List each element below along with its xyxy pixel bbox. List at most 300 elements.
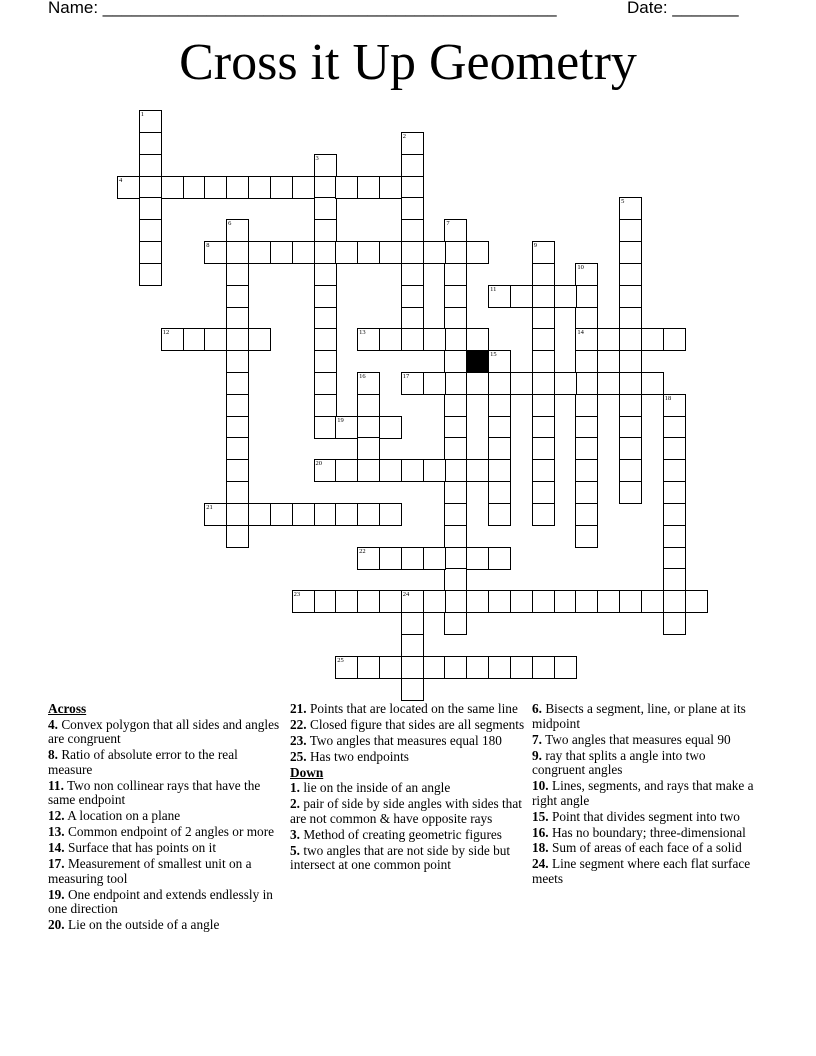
grid-cell[interactable] — [554, 590, 577, 613]
grid-cell[interactable] — [226, 394, 249, 417]
grid-cell[interactable] — [466, 547, 489, 570]
grid-cell[interactable] — [401, 219, 424, 242]
grid-cell[interactable] — [663, 568, 686, 591]
grid-cell[interactable] — [379, 241, 402, 264]
grid-cell[interactable] — [226, 328, 249, 351]
grid-cell[interactable] — [226, 525, 249, 548]
grid-cell[interactable] — [575, 372, 598, 395]
grid-cell[interactable] — [597, 590, 620, 613]
grid-cell[interactable] — [444, 568, 467, 591]
cell-number: 5 — [621, 198, 625, 206]
clue-text: Lines, segments, and rays that make a right angle — [532, 778, 754, 808]
clue-number: 12. — [48, 808, 65, 824]
cell-number: 18 — [664, 394, 672, 402]
grid-cell[interactable] — [357, 416, 380, 439]
grid-cell[interactable] — [444, 437, 467, 460]
clue-number: 22. — [290, 717, 307, 733]
grid-cell[interactable] — [292, 590, 315, 613]
cell-number: 24 — [402, 591, 410, 599]
grid-cell[interactable] — [314, 350, 337, 373]
grid-cell[interactable] — [314, 459, 337, 482]
grid-cell[interactable] — [226, 503, 249, 526]
grid-cell[interactable] — [575, 307, 598, 330]
clue-across-21 — [290, 702, 530, 717]
clue-down-3 — [290, 828, 530, 843]
grid-cell[interactable] — [619, 219, 642, 242]
grid-cell[interactable] — [619, 372, 642, 395]
grid-cell[interactable] — [226, 307, 249, 330]
grid-cell[interactable] — [444, 307, 467, 330]
grid-cell[interactable] — [619, 350, 642, 373]
grid-cell[interactable] — [532, 350, 555, 373]
grid-block — [466, 350, 489, 373]
cell-number: 22 — [359, 547, 366, 555]
grid-cell[interactable] — [139, 241, 162, 264]
grid-cell[interactable] — [488, 285, 511, 308]
grid-cell[interactable] — [226, 481, 249, 504]
grid-cell[interactable] — [444, 350, 467, 373]
grid-cell[interactable] — [357, 176, 380, 199]
grid-cell[interactable] — [532, 590, 555, 613]
grid-cell[interactable] — [204, 328, 227, 351]
grid-cell[interactable] — [532, 241, 555, 264]
grid-cell[interactable] — [226, 285, 249, 308]
grid-cell[interactable] — [619, 437, 642, 460]
grid-cell[interactable] — [357, 394, 380, 417]
cell-number: 4 — [119, 176, 123, 184]
clue-text: Surface that has points on it — [67, 840, 217, 856]
clue-text: Ratio of absolute error to the real measure — [48, 747, 238, 777]
grid-cell[interactable] — [161, 176, 184, 199]
grid-cell[interactable] — [161, 328, 184, 351]
grid-cell[interactable] — [554, 372, 577, 395]
grid-cell[interactable] — [183, 328, 206, 351]
grid-cell[interactable] — [401, 612, 424, 635]
grid-cell[interactable] — [466, 590, 489, 613]
clue-across-14 — [48, 841, 280, 856]
grid-cell[interactable] — [401, 547, 424, 570]
grid-cell[interactable] — [204, 503, 227, 526]
grid-cell[interactable] — [641, 372, 664, 395]
grid-cell[interactable] — [248, 503, 271, 526]
grid-cell[interactable] — [314, 416, 337, 439]
grid-cell[interactable] — [226, 263, 249, 286]
clue-across-19 — [48, 888, 280, 917]
clue-text: Measurement of smallest unit on a measuring tool — [48, 856, 252, 886]
grid-cell[interactable] — [488, 416, 511, 439]
grid-cell[interactable] — [532, 459, 555, 482]
grid-cell[interactable] — [314, 590, 337, 613]
grid-cell[interactable] — [335, 176, 358, 199]
grid-cell[interactable] — [423, 547, 446, 570]
grid-cell[interactable] — [204, 176, 227, 199]
grid-cell[interactable] — [292, 503, 315, 526]
grid-cell[interactable] — [357, 437, 380, 460]
grid-cell[interactable] — [226, 459, 249, 482]
grid-cell[interactable] — [444, 241, 467, 264]
grid-cell[interactable] — [139, 110, 162, 133]
grid-cell[interactable] — [314, 307, 337, 330]
grid-cell[interactable] — [226, 219, 249, 242]
clue-number: 9. — [532, 747, 542, 763]
grid-cell[interactable] — [357, 503, 380, 526]
grid-cell[interactable] — [619, 263, 642, 286]
grid-cell[interactable] — [314, 197, 337, 220]
grid-cell[interactable] — [532, 263, 555, 286]
clue-across-4 — [48, 718, 280, 747]
date-field[interactable]: Date: _______ — [627, 0, 739, 17]
grid-cell[interactable] — [532, 437, 555, 460]
clue-text: Two non collinear rays that have the same endpoint — [48, 777, 261, 808]
grid-cell[interactable] — [619, 285, 642, 308]
clue-number: 24. — [532, 856, 549, 872]
clue-number: 19. — [48, 886, 65, 902]
grid-cell[interactable] — [663, 459, 686, 482]
clue-down-5 — [290, 844, 530, 873]
clue-column-1 — [48, 701, 280, 933]
grid-cell[interactable] — [554, 656, 577, 679]
grid-cell[interactable] — [139, 197, 162, 220]
cell-number: 13 — [359, 329, 366, 337]
grid-cell[interactable] — [685, 590, 708, 613]
grid-cell[interactable] — [488, 437, 511, 460]
grid-cell[interactable] — [314, 241, 337, 264]
grid-cell[interactable] — [532, 416, 555, 439]
cell-number: 23 — [293, 591, 301, 599]
grid-cell[interactable] — [619, 328, 642, 351]
grid-cell[interactable] — [379, 416, 402, 439]
grid-cell[interactable] — [510, 656, 533, 679]
grid-cell[interactable] — [270, 503, 293, 526]
grid-cell[interactable] — [488, 394, 511, 417]
grid-cell[interactable] — [314, 263, 337, 286]
grid-cell[interactable] — [357, 656, 380, 679]
grid-cell[interactable] — [379, 503, 402, 526]
grid-cell[interactable] — [444, 394, 467, 417]
grid-cell[interactable] — [248, 176, 271, 199]
grid-cell[interactable] — [444, 612, 467, 635]
clue-text: Method of creating geometric figures — [303, 826, 502, 842]
grid-cell[interactable] — [423, 590, 446, 613]
grid-cell[interactable] — [532, 503, 555, 526]
grid-cell[interactable] — [226, 176, 249, 199]
grid-cell[interactable] — [663, 612, 686, 635]
grid-cell[interactable] — [292, 241, 315, 264]
clue-text: Has no boundary; three-dimensional — [551, 824, 746, 840]
grid-cell[interactable] — [444, 328, 467, 351]
grid-cell[interactable] — [423, 241, 446, 264]
grid-cell[interactable] — [663, 437, 686, 460]
grid-cell[interactable] — [510, 590, 533, 613]
grid-cell[interactable] — [314, 154, 337, 177]
clue-number: 14. — [48, 840, 65, 856]
clue-down-24 — [532, 857, 760, 886]
grid-cell[interactable] — [335, 590, 358, 613]
clue-text: Sum of areas of each face of a solid — [551, 840, 742, 856]
grid-cell[interactable] — [204, 241, 227, 264]
grid-cell[interactable] — [488, 481, 511, 504]
grid-cell[interactable] — [423, 459, 446, 482]
cell-number: 9 — [533, 242, 538, 249]
grid-cell[interactable] — [663, 328, 686, 351]
grid-cell[interactable] — [401, 307, 424, 330]
grid-cell[interactable] — [401, 197, 424, 220]
grid-cell[interactable] — [139, 176, 162, 199]
grid-cell[interactable] — [401, 328, 424, 351]
clue-across-8 — [48, 748, 280, 777]
grid-cell[interactable] — [663, 416, 686, 439]
clue-number: 13. — [48, 824, 65, 840]
clue-across-23 — [290, 734, 530, 749]
grid-cell[interactable] — [335, 416, 358, 439]
grid-cell[interactable] — [357, 459, 380, 482]
grid-cell[interactable] — [379, 328, 402, 351]
grid-cell[interactable] — [314, 503, 337, 526]
grid-cell[interactable] — [226, 437, 249, 460]
grid-cell[interactable] — [444, 285, 467, 308]
grid-cell[interactable] — [466, 372, 489, 395]
grid-cell[interactable] — [183, 176, 206, 199]
clue-down-6 — [532, 702, 760, 731]
grid-cell[interactable] — [401, 263, 424, 286]
clue-column-2 — [290, 701, 530, 873]
grid-cell[interactable] — [423, 328, 446, 351]
clue-text: Point that divides segment into two — [551, 808, 740, 824]
grid-cell[interactable] — [510, 372, 533, 395]
clue-text: Two angles that measures equal 180 — [309, 733, 502, 749]
clue-number: 18. — [532, 840, 549, 856]
grid-cell[interactable] — [314, 328, 337, 351]
cell-number: 17 — [402, 373, 410, 380]
grid-cell[interactable] — [401, 372, 424, 395]
grid-cell[interactable] — [444, 547, 467, 570]
grid-cell[interactable] — [379, 590, 402, 613]
grid-cell[interactable] — [401, 154, 424, 177]
clue-down-1 — [290, 781, 530, 796]
clue-text: Closed figure that sides are all segments — [309, 717, 525, 733]
grid-cell[interactable] — [401, 634, 424, 657]
grid-cell[interactable] — [619, 481, 642, 504]
grid-cell[interactable] — [401, 176, 424, 199]
grid-cell[interactable] — [466, 241, 489, 264]
cell-number: 2 — [402, 132, 407, 140]
grid-cell[interactable] — [575, 437, 598, 460]
grid-cell[interactable] — [488, 547, 511, 570]
grid-cell[interactable] — [532, 656, 555, 679]
grid-cell[interactable] — [357, 241, 380, 264]
grid-cell[interactable] — [335, 503, 358, 526]
clue-number: 15. — [532, 808, 549, 824]
grid-cell[interactable] — [401, 656, 424, 679]
clue-number: 7. — [532, 731, 542, 747]
cell-number: 12 — [162, 329, 170, 337]
clue-text: lie on the inside of an angle — [303, 780, 451, 796]
clue-across-13 — [48, 825, 280, 840]
grid-cell[interactable] — [314, 394, 337, 417]
grid-cell[interactable] — [357, 547, 380, 570]
grid-cell[interactable] — [314, 176, 337, 199]
cell-number: 10 — [577, 263, 584, 271]
grid-cell[interactable] — [357, 590, 380, 613]
grid-cell[interactable] — [575, 394, 598, 417]
grid-cell[interactable] — [575, 503, 598, 526]
grid-cell[interactable] — [532, 328, 555, 351]
grid-cell[interactable] — [444, 416, 467, 439]
grid-cell[interactable] — [641, 328, 664, 351]
grid-cell[interactable] — [619, 241, 642, 264]
grid-cell[interactable] — [466, 656, 489, 679]
grid-cell[interactable] — [663, 590, 686, 613]
grid-cell[interactable] — [248, 328, 271, 351]
grid-cell[interactable] — [488, 503, 511, 526]
grid-cell[interactable] — [139, 132, 162, 155]
grid-cell[interactable] — [444, 656, 467, 679]
grid-cell[interactable] — [663, 394, 686, 417]
grid-cell[interactable] — [488, 350, 511, 373]
grid-cell[interactable] — [597, 328, 620, 351]
grid-cell[interactable] — [139, 154, 162, 177]
grid-cell[interactable] — [619, 394, 642, 417]
clue-text: two angles that are not side by side but intersect at one common point — [290, 842, 511, 873]
grid-cell[interactable] — [532, 394, 555, 417]
grid-cell[interactable] — [401, 241, 424, 264]
grid-cell[interactable] — [401, 590, 424, 613]
grid-cell[interactable] — [597, 372, 620, 395]
clue-text: One endpoint and extends endlessly in one direction — [48, 886, 273, 917]
grid-cell[interactable] — [663, 481, 686, 504]
clue-text: A location on a plane — [67, 808, 181, 824]
grid-cell[interactable] — [139, 263, 162, 286]
grid-cell[interactable] — [619, 416, 642, 439]
grid-cell[interactable] — [314, 219, 337, 242]
grid-cell[interactable] — [488, 590, 511, 613]
clue-number: 17. — [48, 856, 65, 872]
grid-cell[interactable] — [532, 307, 555, 330]
grid-cell[interactable] — [619, 197, 642, 220]
grid-cell[interactable] — [379, 176, 402, 199]
grid-cell[interactable] — [575, 481, 598, 504]
grid-cell[interactable] — [423, 656, 446, 679]
grid-cell[interactable] — [444, 481, 467, 504]
grid-cell[interactable] — [379, 656, 402, 679]
grid-cell[interactable] — [444, 525, 467, 548]
grid-cell[interactable] — [619, 459, 642, 482]
grid-cell[interactable] — [575, 263, 598, 286]
down-heading: Down — [290, 764, 324, 780]
clue-across-12 — [48, 809, 280, 824]
grid-cell[interactable] — [270, 241, 293, 264]
cell-number: 11 — [490, 285, 497, 293]
grid-cell[interactable] — [401, 678, 424, 701]
grid-cell[interactable] — [379, 547, 402, 570]
clue-number: 6. — [532, 701, 542, 717]
grid-cell[interactable] — [444, 503, 467, 526]
clue-down-7 — [532, 733, 760, 748]
grid-cell[interactable] — [444, 459, 467, 482]
grid-cell[interactable] — [226, 241, 249, 264]
clue-text: pair of side by side angles with sides that are not common & have opposite rays — [290, 796, 522, 826]
grid-cell[interactable] — [357, 372, 380, 395]
grid-cell[interactable] — [139, 219, 162, 242]
grid-cell[interactable] — [444, 590, 467, 613]
cell-number: 8 — [206, 242, 210, 249]
grid-cell[interactable] — [335, 459, 358, 482]
cell-number: 20 — [315, 460, 322, 468]
grid-cell[interactable] — [575, 590, 598, 613]
grid-cell[interactable] — [335, 241, 358, 264]
grid-cell[interactable] — [379, 459, 402, 482]
clue-number: 23. — [290, 733, 307, 749]
cell-number: 14 — [577, 329, 584, 337]
grid-cell[interactable] — [444, 263, 467, 286]
grid-cell[interactable] — [401, 285, 424, 308]
grid-cell[interactable] — [466, 328, 489, 351]
grid-cell[interactable] — [314, 372, 337, 395]
clue-down-2 — [290, 797, 530, 826]
grid-cell[interactable] — [575, 416, 598, 439]
grid-cell[interactable] — [423, 372, 446, 395]
grid-cell[interactable] — [401, 459, 424, 482]
clue-column-3 — [532, 701, 760, 887]
clue-number: 4. — [48, 716, 58, 732]
clue-down-9 — [532, 749, 760, 778]
clue-across-22 — [290, 718, 530, 733]
grid-cell[interactable] — [488, 372, 511, 395]
clue-down-16 — [532, 826, 760, 841]
grid-cell[interactable] — [575, 459, 598, 482]
grid-cell[interactable] — [444, 372, 467, 395]
clue-text: Common endpoint of 2 angles or more — [67, 824, 275, 840]
cell-number: 25 — [337, 656, 344, 664]
grid-cell[interactable] — [575, 525, 598, 548]
name-field[interactable]: Name: ________________________________________________ — [48, 0, 557, 17]
grid-cell[interactable] — [575, 328, 598, 351]
grid-cell[interactable] — [575, 285, 598, 308]
clue-number: 11. — [48, 777, 64, 793]
grid-cell[interactable] — [335, 656, 358, 679]
grid-cell[interactable] — [226, 350, 249, 373]
grid-cell[interactable] — [619, 590, 642, 613]
grid-cell[interactable] — [314, 285, 337, 308]
grid-cell[interactable] — [466, 459, 489, 482]
grid-cell[interactable] — [641, 590, 664, 613]
grid-cell[interactable] — [226, 416, 249, 439]
grid-cell[interactable] — [270, 176, 293, 199]
grid-cell[interactable] — [510, 285, 533, 308]
grid-cell[interactable] — [554, 285, 577, 308]
grid-cell[interactable] — [532, 285, 555, 308]
grid-cell[interactable] — [401, 132, 424, 155]
clue-down-10 — [532, 779, 760, 808]
grid-cell[interactable] — [575, 350, 598, 373]
grid-cell[interactable] — [357, 328, 380, 351]
grid-cell[interactable] — [444, 219, 467, 242]
grid-cell[interactable] — [663, 547, 686, 570]
grid-cell[interactable] — [248, 241, 271, 264]
grid-cell[interactable] — [532, 481, 555, 504]
grid-cell[interactable] — [292, 176, 315, 199]
grid-cell[interactable] — [532, 372, 555, 395]
clue-down-18 — [532, 841, 760, 856]
grid-cell[interactable] — [488, 459, 511, 482]
grid-cell[interactable] — [226, 372, 249, 395]
grid-cell[interactable] — [117, 176, 140, 199]
grid-cell[interactable] — [488, 656, 511, 679]
grid-cell[interactable] — [663, 525, 686, 548]
grid-cell[interactable] — [663, 503, 686, 526]
grid-cell[interactable] — [619, 307, 642, 330]
clue-text: ray that splits a angle into two congruent angles — [532, 747, 706, 778]
